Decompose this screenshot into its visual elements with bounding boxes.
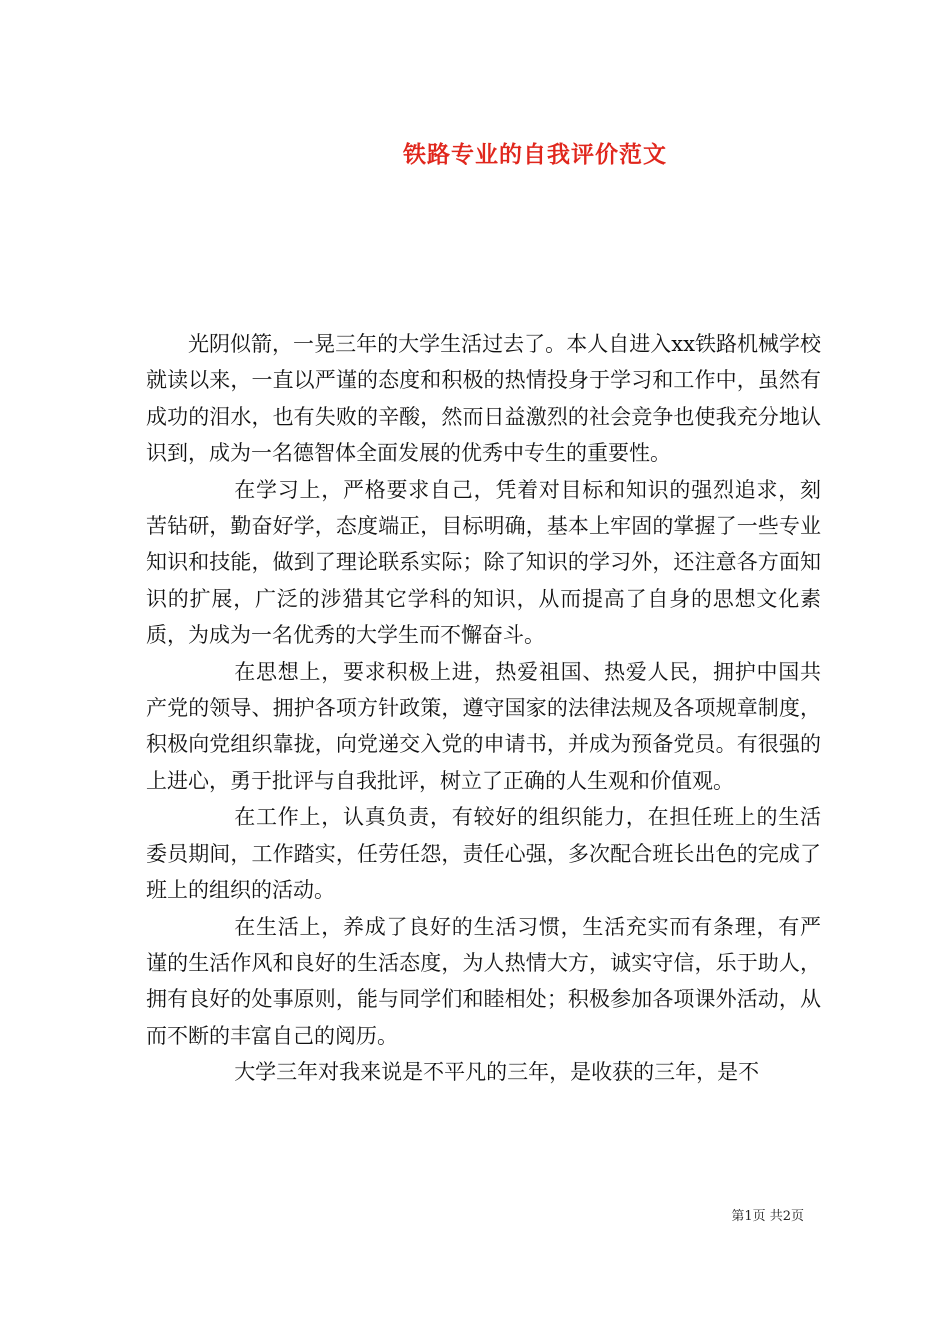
page-footer: 第1页 共2页	[731, 1209, 804, 1224]
paragraph-thought: 在思想上，要求积极上进，热爱祖国、热爱人民，拥护中国共产党的领导、拥护各项方针政策，遵守国家的法律法规及各项规章制度，积极向党组织靠拢，向党递交入党的申请书，并成为预备党员。有很强的上进心，勇于批评与自我批评，树立了正确的人生观和价值观。	[146, 659, 821, 793]
paragraph-work: 在工作上，认真负责，有较好的组织能力，在担任班上的生活委员期间，工作踏实，任劳任怨，责任心强，多次配合班长出色的完成了班上的组织的活动。	[146, 805, 821, 903]
paragraph-intro: 光阴似箭，一晃三年的大学生活过去了。本人自进入xx铁路机械学校就读以来，一直以严谨的态度和积极的热情投身于学习和工作中，虽然有成功的泪水，也有失败的辛酸，然而日益激烈的社会竞争也使我充分地认识到，成为一名德智体全面发展的优秀中专生的重要性。	[146, 332, 821, 466]
page-title: 铁路专业的自我评价范文	[403, 141, 667, 168]
paragraph-life: 在生活上，养成了良好的生活习惯，生活充实而有条理，有严谨的生活作风和良好的生活态度，为人热情大方，诚实守信，乐于助人，拥有良好的处事原则，能与同学们和睦相处；积极参加各项课外活动，从而不断的丰富自己的阅历。	[146, 914, 821, 1048]
document-body	[146, 326, 821, 1091]
paragraph-summary: 大学三年对我来说是不平凡的三年，是收获的三年，是不	[234, 1060, 760, 1085]
paragraph-study: 在学习上，严格要求自己，凭着对目标和知识的强烈追求，刻苦钻研，勤奋好学，态度端正，目标明确，基本上牢固的掌握了一些专业知识和技能，做到了理论联系实际；除了知识的学习外，还注意各方面知识的扩展，广泛的涉猎其它学科的知识，从而提高了自身的思想文化素质，为成为一名优秀的大学生而不懈奋斗。	[146, 477, 821, 648]
